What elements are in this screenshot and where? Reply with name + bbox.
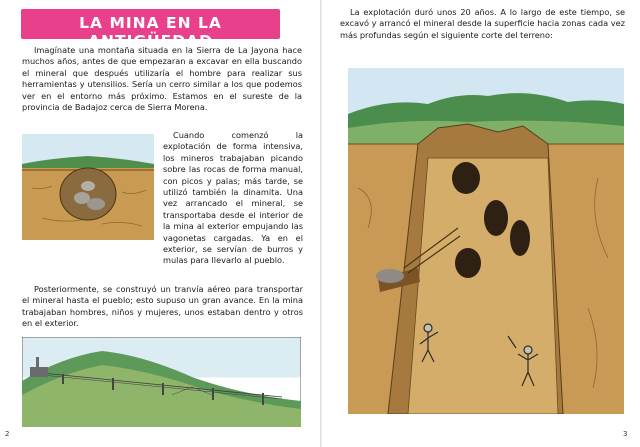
exploitation-paragraph: La explotación duró unos 20 años. A lo largo de este tiempo, se excavó y arrancó el mineral desde la superficie hacia zonas cada vez más profundas según el siguiente corte del terreno: xyxy=(340,7,625,40)
aerial-tramway-paragraph: Posteriormente, se construyó un tranvía aéreo para transportar el mineral hasta el pueblo; esto supuso un gran avance. En la mina trabajaban hombres, niños y mujeres, unos estaban dentro y otros en el exterior. xyxy=(22,284,303,329)
title-banner xyxy=(21,9,280,50)
right-page xyxy=(322,0,640,447)
mine-cross-section-illustration xyxy=(348,68,624,414)
page-number: 3 xyxy=(623,430,628,438)
aerial-tramway-illustration xyxy=(22,337,301,427)
page-title: LA MINA EN LA ANTIGÜEDAD xyxy=(79,14,222,50)
mining-methods-paragraph: Cuando comenzó la explotación de forma intensiva, los mineros trabajaban picando sobre las rocas de forma manual, con picos y palas; más tarde, se utilizó también la dinamita. Una vez arrancado el mineral, se transportaba desde el interior de la mina al exterior empujando las vagonetas cargadas. Ya en el exterior, se servían de burros y mulas para llevarlo al pueblo. xyxy=(163,130,303,266)
intro-paragraph: Imagínate una montaña situada en la Sierra de La Jayona hace muchos años, antes de que empezaran a excavar en ella buscando el mineral que después utilizaría el hombre para realizar sus herramientas y utensilios. Sería un cerro similar a los que podemos ver en el entorno más próximo. Estamos en el sureste de la provincia de Badajoz cerca de Sierra Morena. xyxy=(22,45,302,113)
hill-cross-section-illustration xyxy=(22,128,154,240)
page-number: 2 xyxy=(5,430,10,438)
